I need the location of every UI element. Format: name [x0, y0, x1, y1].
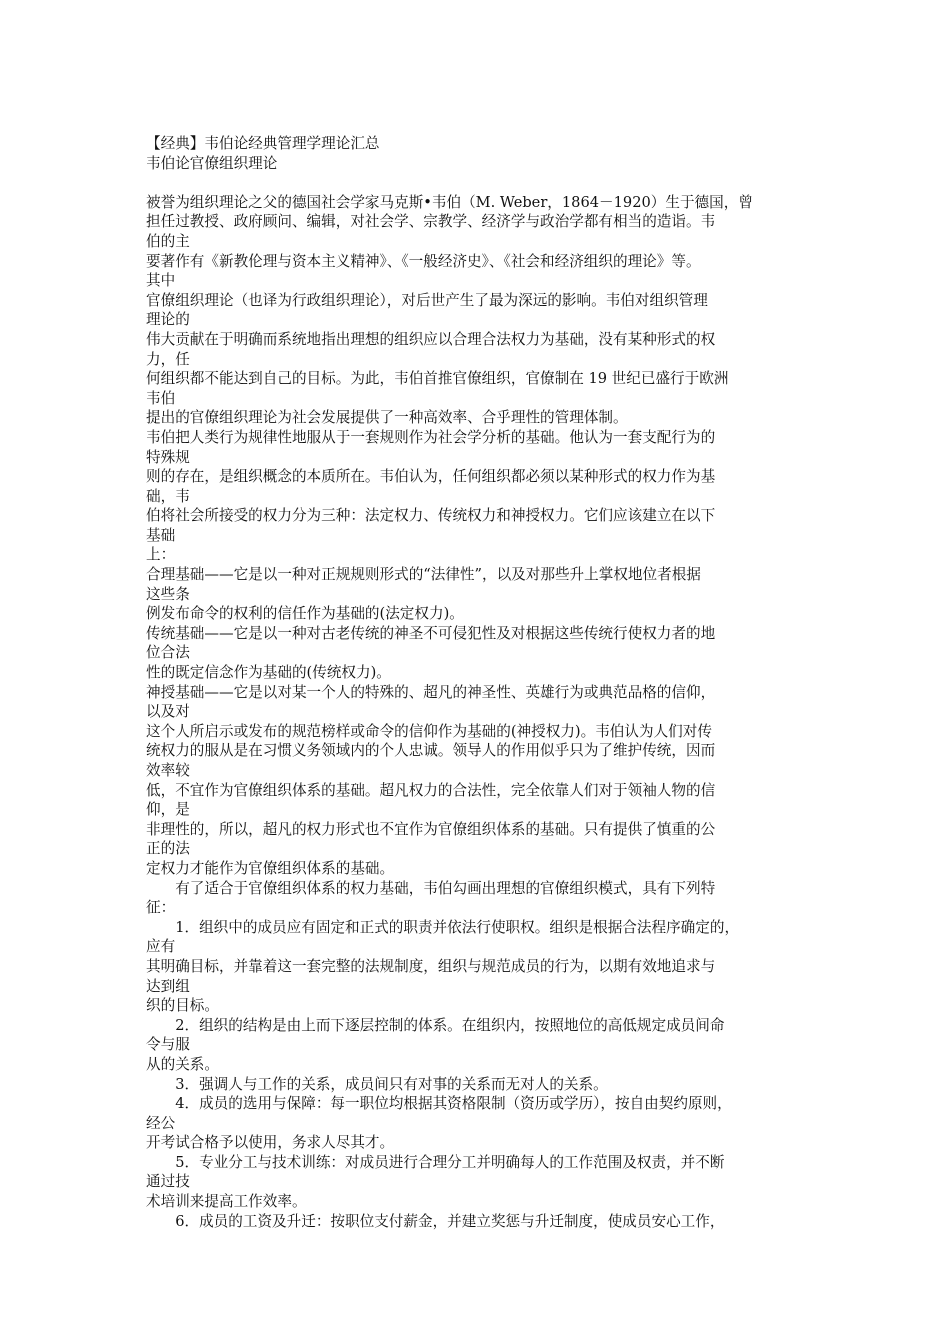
body-line: 2．组织的结构是由上而下逐层控制的体系。在组织内，按照地位的高低规定成员间命 [146, 1016, 725, 1034]
body-line: 5．专业分工与技术训练：对成员进行合理分工并明确每人的工作范围及权责，并不断 [146, 1153, 725, 1171]
body-line: 担任过教授、政府顾问、编辑，对社会学、宗教学、经济学与政治学都有相当的造诣。韦 [146, 213, 716, 231]
body-line: 令与服 [146, 1036, 190, 1054]
body-line: 非理性的，所以，超凡的权力形式也不宜作为官僚组织体系的基础。只有提供了慎重的公 [146, 820, 716, 838]
body-line: 其中 [146, 272, 176, 290]
body-line: 要著作有《新教伦理与资本主义精神》、《一般经济史》、《社会和经济组织的理论》等。 [146, 252, 701, 270]
body-line: 定权力才能作为官僚组织体系的基础。 [146, 859, 395, 877]
body-line: 传统基础——它是以一种对古老传统的神圣不可侵犯性及对根据这些传统行使权力者的地 [146, 624, 716, 642]
body-line: 何组织都不能达到自己的目标。为此，韦伯首推官僚组织，官僚制在 19 世纪已盛行于欧洲 [146, 370, 729, 388]
body-line: 从的关系。 [146, 1055, 219, 1073]
body-line: 提出的官僚组织理论为社会发展提供了一种高效率、合乎理性的管理体制。 [146, 409, 628, 427]
body-line: 经公 [146, 1114, 176, 1132]
body-line: 1．组织中的成员应有固定和正式的职责并依法行使职权。组织是根据合法程序确定的， [146, 918, 740, 936]
body-line: 位合法 [146, 644, 190, 662]
body-line: 织的目标。 [146, 997, 219, 1015]
document-body [146, 193, 826, 1231]
body-line: 有了适合于官僚组织体系的权力基础，韦伯勾画出理想的官僚组织模式，具有下列特 [146, 879, 716, 897]
body-line: 其明确目标，并靠着这一套完整的法规制度，组织与规范成员的行为，以期有效地追求与 [146, 957, 716, 975]
body-line: 则的存在，是组织概念的本质所在。韦伯认为，任何组织都必须以某种形式的权力作为基 [146, 468, 716, 486]
body-line: 统权力的服从是在习惯义务领域内的个人忠诚。领导人的作用似乎只为了维护传统，因而 [146, 742, 716, 760]
body-line: 合理基础——它是以一种对正规规则形式的“法律性”，以及对那些升上掌权地位者根据 [146, 566, 701, 584]
body-line: 被誉为组织理论之父的德国社会学家马克斯•韦伯（M. Weber，1864－1920）生于德国，曾 [146, 193, 753, 211]
body-line: 正的法 [146, 840, 190, 858]
body-line: 伯的主 [146, 232, 190, 250]
blank-line [146, 173, 826, 193]
body-line: 上： [146, 546, 176, 564]
body-line: 3．强调人与工作的关系，成员间只有对事的关系而无对人的关系。 [146, 1075, 608, 1093]
document-subtitle: 韦伯论官僚组织理论 [146, 154, 278, 172]
body-line: 基础 [146, 526, 176, 544]
body-line: 官僚组织理论（也译为行政组织理论），对后世产生了最为深远的影响。韦伯对组织管理 [146, 291, 708, 309]
body-line: 理论的 [146, 311, 190, 329]
body-line: 以及对 [146, 703, 190, 721]
body-line: 效率较 [146, 762, 190, 779]
body-line: 通过技 [146, 1173, 190, 1191]
body-line: 开考试合格予以使用，务求人尽其才。 [146, 1134, 395, 1152]
body-line: 伟大贡献在于明确而系统地指出理想的组织应以合理合法权力为基础，没有某种形式的权 [146, 330, 716, 348]
body-line: 例发布命令的权利的信任作为基础的(法定权力)。 [146, 605, 464, 623]
body-line: 伯将社会所接受的权力分为三种：法定权力、传统权力和神授权力。它们应该建立在以下 [146, 507, 716, 525]
body-line: 应有 [146, 938, 176, 956]
body-line: 这些条 [146, 585, 190, 603]
document-title: 【经典】韦伯论经典管理学理论汇总 [146, 135, 380, 152]
body-line: 特殊规 [146, 448, 190, 466]
document-page [146, 134, 826, 1231]
body-line: 性的既定信念作为基础的(传统权力)。 [146, 664, 391, 682]
body-line: 韦伯 [146, 389, 176, 407]
body-line: 6．成员的工资及升迁：按职位支付薪金，并建立奖惩与升迁制度，使成员安心工作， [146, 1212, 725, 1230]
body-line: 术培训来提高工作效率。 [146, 1193, 307, 1211]
body-line: 达到组 [146, 977, 190, 995]
body-line: 仰，是 [146, 801, 190, 819]
body-line: 础，韦 [146, 487, 190, 505]
body-line: 力，任 [146, 350, 190, 368]
body-line: 这个人所启示或发布的规范榜样或命令的信仰作为基础的(神授权力)。韦伯认为人们对传 [146, 722, 712, 740]
body-line: 4．成员的选用与保障：每一职位均根据其资格限制（资历或学历），按自由契约原则， [146, 1095, 732, 1113]
body-line: 低，不宜作为官僚组织体系的基础。超凡权力的合法性，完全依靠人们对于领袖人物的信 [146, 781, 716, 799]
body-line: 征： [146, 899, 176, 917]
body-line: 神授基础——它是以对某一个人的特殊的、超凡的神圣性、英雄行为或典范品格的信仰， [146, 683, 716, 701]
body-line: 韦伯把人类行为规律性地服从于一套规则作为社会学分析的基础。他认为一套支配行为的 [146, 428, 716, 446]
